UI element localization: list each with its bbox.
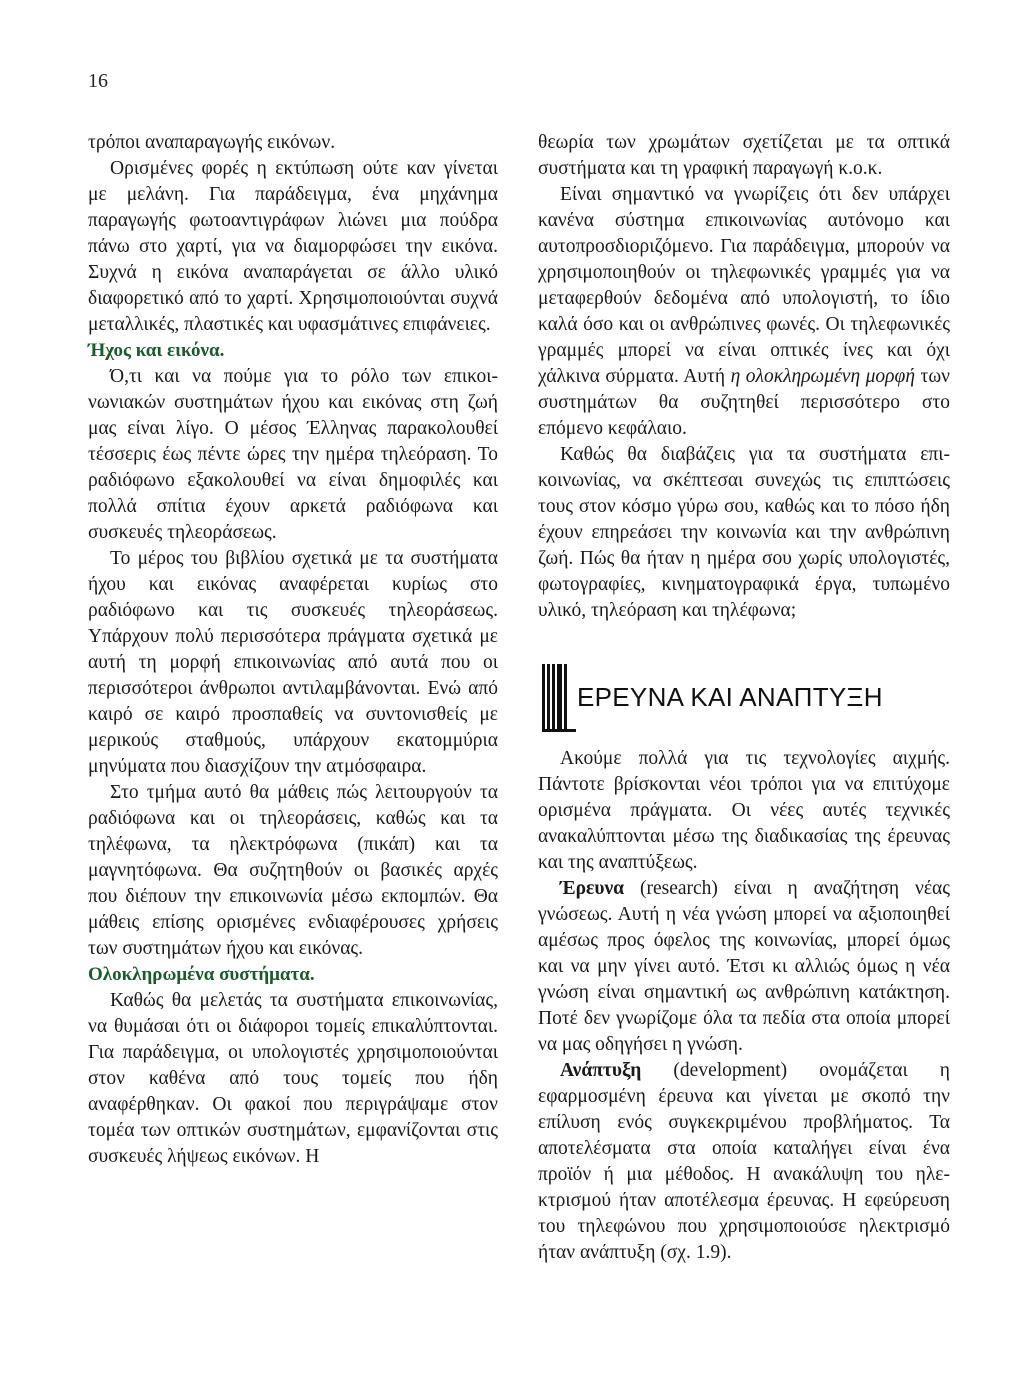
paragraph: Το μέρος του βιβλίου σχετικά με τα συστήματα ήχου και εικόνας αναφέρεται κυρίως στο ραδιόφωνο και τις συσκευές τηλεοράσεως. Υπάρχουν πολύ περισσότερα πράγματα σχετικά με αυτή τη μορφή επικοινωνίας από αυτά που οι περισσότεροι άνθρωποι αντιλαμβάνονται. Ενώ από καιρό σε καιρό προσπαθείς να συντονισθείς με μερικούς σταθμούς, υπάρχουν εκατομμύρια μηνύματα που διασχίζουν την ατμόσφαιρα. <box>88 548 498 777</box>
paragraph <box>538 182 950 442</box>
paragraph: Στο τμήμα αυτό θα μάθεις πώς λειτουργούν τα ραδιόφωνα και οι τηλεοράσεις, καθώς και τα τηλέφωνα, τα ηλεκτρόφωνα (πικάπ) και τα μαγνητόφωνα. Θα συζητηθούν οι βασικές αρχές που διέπουν την επικοινωνία μέσω εκπομπών. Θα μάθεις επίσης ορισμένες ενδιαφέρουσες χρήσεις των συστημάτων ήχου και εικόνας. <box>88 782 498 959</box>
right-column <box>538 130 950 1266</box>
text-run: (research) είναι η αναζήτηση νέας γνώσεως. Αυτή η νέα γνώση μπορεί να αξιοποιηθεί αμέσως προς όφελος της κοινωνίας, μπορεί όμως και να μην γίνει αυτό. Έτσι κι αλλιώς όμως η νέα γνώση είναι σημαντική ως ανθρώπινη κατάκτηση. Ποτέ δεν γνωρίζομε όλα τα πεδία στα οποία μπορεί να μας οδηγήσει η γνώση. <box>538 878 950 1055</box>
paragraph: Ακούμε πολλά για τις τεχνολογίες αιχμής. Πάντοτε βρίσκονται νέοι τρόποι για να επιτύχομε ορισμένα πράγματα. Οι νέες αυτές τεχνικές ανακαλύπτονται μέσω της διαδικασίας της έρευνας και της αναπτύξεως. <box>538 748 950 873</box>
term-research: Έρευνα <box>560 878 625 899</box>
paragraph <box>538 876 950 1058</box>
section-heading-integrated-systems: Ολοκληρωμένα συστήματα. <box>88 964 315 985</box>
term-development: Ανάπτυξη <box>560 1060 642 1081</box>
section-heading-sound-image: Ήχος και εικόνα. <box>88 340 225 361</box>
text-run: των συστημάτων θα συζητηθεί περισσότερο στο επόμενο κεφάλαιο. <box>538 366 951 439</box>
paragraph: Ορισμένες φορές η εκτύπωση ούτε καν γίνεται με μελάνη. Για παράδειγμα, ένα μηχάνημα παραγωγής φωτοαντιγράφων λιώνει μια πούδρα πάνω στο χαρτί, για να διαμορφώσει την εικόνα. Συχνά η εικόνα αναπαράγεται σε άλλο υλικό διαφορετικό από το χαρτί. Χρησιμοποιούνται συχνά μεταλλικές, πλαστικές και υφασμάτινες επιφάνειες. <box>88 158 498 335</box>
banner-bars-icon <box>542 664 569 732</box>
paragraph: τρόποι αναπαραγωγής εικόνων. <box>88 132 336 153</box>
text-run: (development) ονομάζεται η εφαρμοσμένη έρευνα και γίνεται με σκοπό την επίλυση ενός συγκεκριμένου προβλήματος. Τα αποτελέσματα στα οποία καταλήγει είναι ένα προϊόν ή μια μέθοδος. Η ανακάλυψη του ηλεκτρισμού ήταν αποτέλεσμα έρευνας. Η εφεύρευση του τηλεφώνου που χρησιμοποιούσε ηλεκτρισμό ήταν ανάπτυξη (σχ. 1.9). <box>538 1060 950 1263</box>
text-run: Είναι σημαντικό να γνωρίζεις ότι δεν υπάρχει κανένα σύστημα επικοινωνίας αυτόνομο και αυτοπροσδιοριζόμενο. Για παράδειγμα, μπορούν να χρησιμοποιηθούν οι τηλεφωνικές γραμμές για να μεταφερθούν δεδομένα από υπολογιστή, το ίδιο καλά όσο και οι ανθρώπινες φωνές. Οι τηλεφωνικές γραμμές μπορεί να είναι οπτικές ίνες και όχι χάλκινα σύρματα. Αυτή <box>538 184 950 387</box>
banner-underline <box>542 729 576 732</box>
page-number: 16 <box>88 70 108 92</box>
paragraph: θεωρία των χρωμάτων σχετίζεται με τα οπτικά συστήματα και τη γραφική παραγωγή κ.ο.κ. <box>538 132 950 179</box>
section-banner <box>538 664 950 732</box>
section-title: ΕΡΕΥΝΑ ΚΑΙ ΑΝΑΠΤΥΞΗ <box>577 682 883 712</box>
paragraph <box>538 1058 950 1266</box>
paragraph: Καθώς θα μελετάς τα συστήματα επικοινωνίας, να θυμάσαι ότι οι διάφοροι τομείς επικαλύπτονται. Για παράδειγμα, οι υπολογιστές χρησιμοποιούνται στον καθένα από τους τομείς που ήδη αναφέρθηκαν. Οι φακοί που περιγράψαμε στον τομέα των οπτικών συστημάτων, εμφανίζονται στις συσκευές λήψεως εικόνων. Η <box>88 990 498 1167</box>
italic-phrase: η ολοκληρωμένη μορφή <box>730 366 915 387</box>
paragraph: Καθώς θα διαβάζεις για τα συστήματα επικοινωνίας, να σκέπτεσαι συνεχώς τις επιπτώσεις τους στον κόσμο γύρω σου, καθώς και το πόσο ήδη έχουν επηρεάσει την κοινωνία και την ανθρώπινη ζωή. Πώς θα ήταν η ημέρα σου χωρίς υπολογιστές, φωτογραφίες, κινηματογραφικά έργα, τυπωμένο υλικό, τηλεόραση και τηλέφωνα; <box>538 444 950 621</box>
paragraph: Ό,τι και να πούμε για το ρόλο των επικοινωνιακών συστημάτων ήχου και εικόνας στη ζωή μας είναι λίγο. Ο μέσος Έλληνας παρακολουθεί τέσσερις έως πέντε ώρες την ημέρα τηλεόραση. Το ραδιόφωνο εξακολουθεί να είναι δημοφιλές και πολλά σπίτια έχουν αρκετά ραδιόφωνα και συσκευές τηλεοράσεως. <box>88 366 498 543</box>
left-column <box>88 130 498 1170</box>
